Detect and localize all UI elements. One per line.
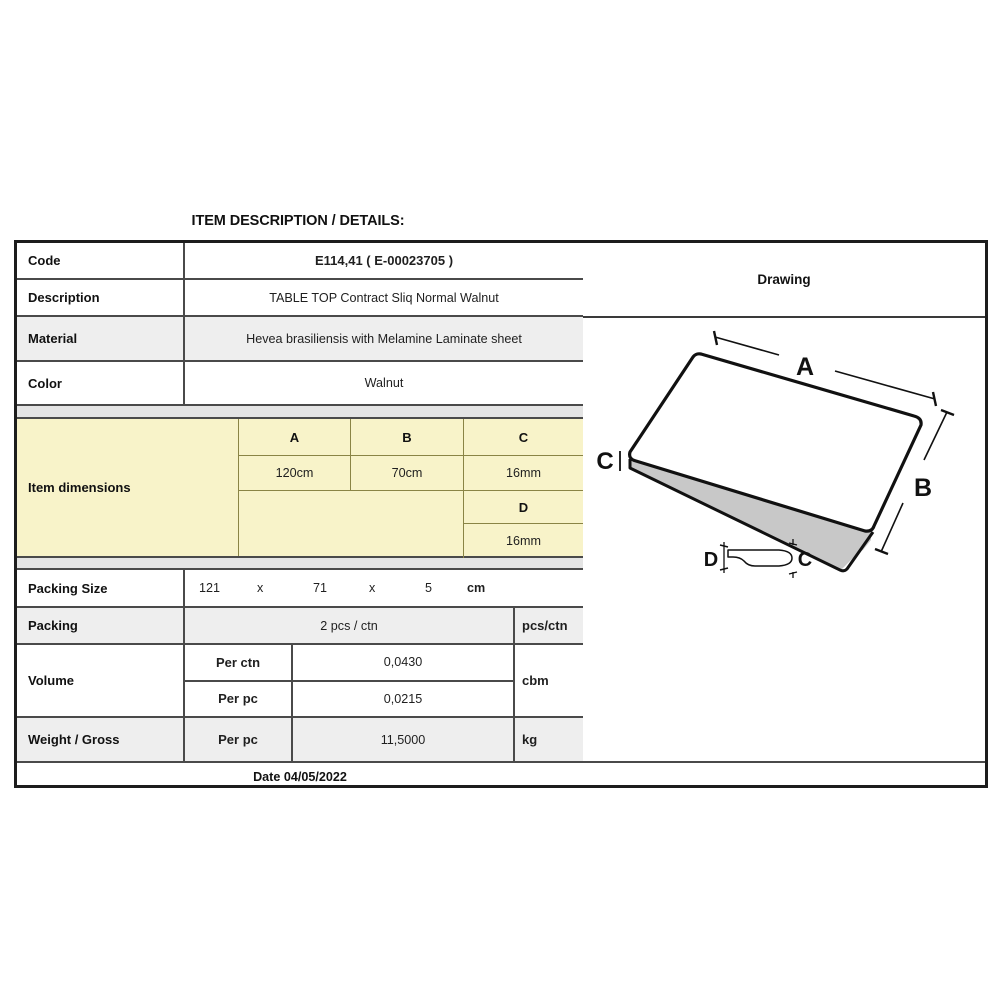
packing-size-sep-1: x	[257, 581, 264, 595]
edge-profile-shape	[728, 550, 792, 566]
item-dimensions-grid	[239, 419, 583, 556]
packing-size-sep-2: x	[369, 581, 376, 595]
dimension-label-c: C	[596, 448, 614, 475]
row-unit-packing: pcs/ctn	[513, 608, 583, 643]
details-table	[17, 243, 583, 761]
dim-header-c: C	[464, 419, 583, 456]
row-value-description: TABLE TOP Contract Sliq Normal Walnut	[269, 290, 499, 305]
dimension-label-b: B	[913, 474, 933, 502]
row-label-weight: Weight / Gross	[17, 718, 185, 761]
footer-date: Date 04/05/2022	[253, 770, 347, 784]
dimension-label-a: A	[795, 353, 815, 381]
dim-header-d: D	[464, 491, 583, 524]
row-label-volume: Volume	[17, 645, 185, 716]
dim-header-a: A	[239, 419, 351, 456]
row-label-color: Color	[17, 362, 185, 404]
row-label-packing: Packing	[17, 608, 185, 643]
dim-empty-cell	[239, 491, 464, 558]
table-top-isometric-drawing	[583, 318, 985, 761]
weight-per-pc-value: 11,5000	[380, 732, 426, 747]
drawing-header-label: Drawing	[583, 243, 985, 318]
volume-subrow-per-ctn	[185, 645, 513, 682]
table-row-packing	[17, 608, 583, 645]
edge-profile-label-d: D	[703, 549, 719, 571]
row-value-material: Hevea brasiliensis with Melamine Laminate sheet	[246, 331, 522, 346]
row-label-item-dimensions: Item dimensions	[17, 419, 239, 556]
table-row-material	[17, 317, 583, 362]
edge-profile-detail	[704, 539, 812, 578]
packing-size-unit: cm	[467, 581, 486, 595]
group-spacer-bottom	[17, 558, 583, 570]
dim-value-c: 16mm	[464, 456, 583, 491]
row-unit-volume: cbm	[513, 645, 583, 716]
row-unit-weight: kg	[513, 718, 583, 761]
table-row-weight	[17, 718, 583, 761]
drawing-canvas	[583, 318, 985, 761]
table-row-code	[17, 243, 583, 280]
row-label-description: Description	[17, 280, 185, 315]
volume-per-pc-label: Per pc	[185, 682, 293, 717]
volume-per-ctn-value: 0,0430	[383, 655, 423, 670]
dim-value-a: 120cm	[239, 456, 351, 491]
row-label-packing-size: Packing Size	[17, 570, 185, 606]
edge-profile-label-c: C	[797, 549, 813, 571]
table-row-volume	[17, 645, 583, 718]
row-label-material: Material	[17, 317, 185, 360]
table-row-color	[17, 362, 583, 406]
item-dimensions-block	[17, 419, 583, 558]
spec-table-frame	[14, 240, 988, 788]
dim-value-b: 70cm	[351, 456, 464, 491]
packing-size-length: 121	[199, 581, 221, 595]
drawing-panel	[583, 243, 985, 761]
volume-subrow-per-pc	[185, 682, 513, 717]
page-title: ITEM DESCRIPTION / DETAILS:	[191, 213, 405, 229]
row-label-code: Code	[17, 243, 185, 278]
slab-top-surface	[630, 354, 922, 531]
dim-value-d: 16mm	[506, 534, 541, 548]
dim-header-b: B	[351, 419, 464, 456]
group-spacer-top	[17, 406, 583, 419]
row-value-code: E114,41 ( E-00023705 )	[314, 253, 454, 268]
volume-per-pc-value: 0,0215	[383, 691, 423, 706]
row-value-color: Walnut	[364, 376, 404, 390]
dimension-marker-c	[596, 448, 620, 475]
weight-per-pc-label: Per pc	[185, 718, 293, 761]
footer-row	[17, 761, 985, 791]
table-row-description	[17, 280, 583, 317]
packing-size-width: 71	[313, 581, 328, 595]
volume-per-ctn-label: Per ctn	[185, 645, 293, 680]
row-value-packing: 2 pcs / ctn	[320, 618, 378, 633]
table-row-packing-size	[17, 570, 583, 608]
packing-size-height: 5	[425, 581, 433, 595]
